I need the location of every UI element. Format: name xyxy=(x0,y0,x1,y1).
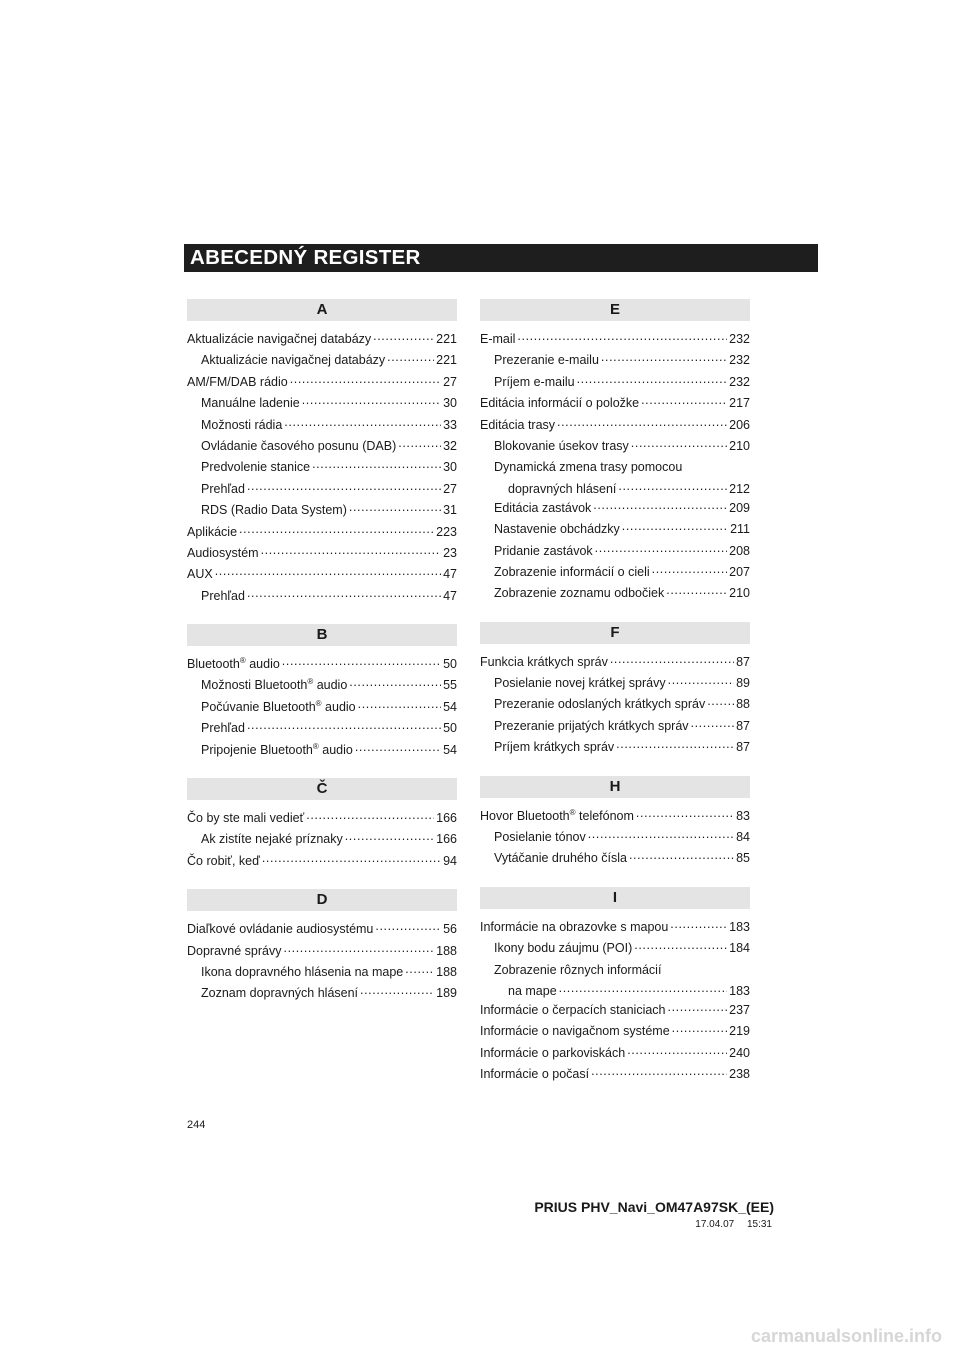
index-entry xyxy=(480,1000,750,1021)
entry-page: 217 xyxy=(729,396,750,411)
entry-page: 240 xyxy=(729,1045,750,1060)
entry-label xyxy=(201,675,347,696)
entry-text-suffix: audio xyxy=(321,699,356,714)
entry-label xyxy=(480,1064,589,1085)
entry-label xyxy=(480,1000,666,1021)
entry-label xyxy=(494,519,620,540)
entry-text-suffix: audio xyxy=(245,657,280,672)
entry-page: 89 xyxy=(736,676,750,691)
leader-dots xyxy=(672,1021,727,1035)
index-entry xyxy=(187,983,457,1004)
registered-mark: ® xyxy=(307,677,314,687)
document-date: 17.04.07 15:31 xyxy=(695,1219,772,1230)
index-entry xyxy=(480,519,750,540)
index-section xyxy=(480,776,750,870)
entry-text: Ikona dopravného hlásenia na mape xyxy=(201,964,404,979)
leader-dots xyxy=(668,1000,728,1014)
leader-dots xyxy=(641,393,727,407)
entry-label xyxy=(187,522,237,543)
entry-text: Nastavenie obchádzky xyxy=(494,522,620,537)
entry-text: Informácie o počasí xyxy=(480,1067,590,1082)
index-entry xyxy=(187,941,457,962)
leader-dots xyxy=(631,436,727,450)
entry-label xyxy=(494,827,586,848)
entry-label xyxy=(480,1043,625,1064)
index-entry xyxy=(187,962,457,983)
entry-text: Prehľad xyxy=(201,481,245,496)
index-entry xyxy=(187,740,457,761)
leader-dots xyxy=(593,498,727,512)
entry-text: Príjem e-mailu xyxy=(494,374,575,389)
leader-dots xyxy=(349,500,441,514)
leader-dots xyxy=(405,962,434,976)
entry-label xyxy=(480,652,608,673)
index-entry xyxy=(480,583,750,604)
entry-label xyxy=(480,1021,670,1042)
index-entry xyxy=(480,716,750,737)
entry-text-suffix: audio xyxy=(313,678,348,693)
entry-label xyxy=(187,941,282,962)
registered-mark: ® xyxy=(312,741,319,751)
entry-page: 30 xyxy=(443,460,457,475)
entry-page: 47 xyxy=(443,588,457,603)
entry-text: Diaľkové ovládanie audiosystému xyxy=(187,922,374,937)
section-letter: D xyxy=(187,889,457,911)
leader-dots xyxy=(247,479,441,493)
entry-page: 83 xyxy=(736,808,750,823)
index-column-left xyxy=(187,299,457,1022)
entry-text: Ikony bodu záujmu (POI) xyxy=(494,941,633,956)
entry-label xyxy=(494,562,650,583)
entry-page: 30 xyxy=(443,396,457,411)
entry-label xyxy=(480,415,555,436)
entry-text: Predvolenie stanice xyxy=(201,460,311,475)
entry-text: na mape xyxy=(508,984,557,999)
entry-text: Informácie o čerpacích staniciach xyxy=(480,1003,666,1018)
entry-label xyxy=(494,583,664,604)
entry-page: 88 xyxy=(736,697,750,712)
entry-text: Dopravné správy xyxy=(187,943,282,958)
leader-dots xyxy=(670,917,727,931)
entry-page: 212 xyxy=(729,481,750,496)
leader-dots xyxy=(360,983,434,997)
entry-text-suffix: telefónom xyxy=(575,808,634,823)
entry-text: Prezeranie e-mailu xyxy=(494,353,599,368)
entry-text: Dynamická zmena trasy pomocou xyxy=(494,460,683,475)
section-letter: B xyxy=(187,624,457,646)
index-entry xyxy=(187,479,457,500)
entry-label xyxy=(201,457,310,478)
index-entry xyxy=(480,457,750,497)
leader-dots xyxy=(634,938,727,952)
entry-page: 87 xyxy=(736,740,750,755)
entry-page: 84 xyxy=(736,830,750,845)
entry-continuation xyxy=(494,479,750,498)
leader-dots xyxy=(691,716,735,730)
entry-label xyxy=(480,329,515,350)
leader-dots xyxy=(358,697,441,711)
leader-dots xyxy=(618,479,727,493)
index-entry xyxy=(480,393,750,414)
entry-text: Príjem krátkych správ xyxy=(494,740,615,755)
entry-page: 32 xyxy=(443,438,457,453)
entry-page: 184 xyxy=(729,941,750,956)
entry-text: Prehľad xyxy=(201,721,245,736)
entry-page: 94 xyxy=(443,853,457,868)
index-entry xyxy=(480,415,750,436)
index-entry xyxy=(480,673,750,694)
entry-page: 210 xyxy=(729,438,750,453)
entry-label xyxy=(494,436,629,457)
index-entry xyxy=(187,675,457,696)
entry-page: 188 xyxy=(436,964,457,979)
entry-text: E-mail xyxy=(480,332,516,346)
entry-text: Možnosti rádia xyxy=(201,417,283,432)
section-letter: Č xyxy=(187,778,457,800)
section-letter: F xyxy=(480,622,750,644)
leader-dots xyxy=(302,393,441,407)
entry-text: Aktualizácie navigačnej databázy xyxy=(187,332,372,346)
entry-page: 219 xyxy=(729,1024,750,1039)
entry-text: Zobrazenie zoznamu odbočiek xyxy=(494,586,665,601)
index-entry xyxy=(480,694,750,715)
leader-dots xyxy=(387,350,434,364)
leader-dots xyxy=(312,457,441,471)
index-entry xyxy=(187,697,457,718)
registered-mark: ® xyxy=(315,698,322,708)
leader-dots xyxy=(557,415,727,429)
entry-label xyxy=(494,541,593,562)
index-entry xyxy=(187,564,457,585)
entry-continuation xyxy=(494,981,750,1000)
index-entry xyxy=(187,586,457,607)
registered-mark: ® xyxy=(569,807,576,817)
index-entry xyxy=(480,541,750,562)
entry-text: Čo robiť, keď xyxy=(187,853,260,868)
entry-label xyxy=(201,436,396,457)
entry-label xyxy=(187,919,373,940)
entry-page: 33 xyxy=(443,417,457,432)
index-entry xyxy=(187,543,457,564)
entry-page: 54 xyxy=(443,699,457,714)
index-entry xyxy=(480,652,750,673)
entry-text: Pridanie zastávok xyxy=(494,543,593,558)
index-section xyxy=(187,299,457,607)
leader-dots xyxy=(215,564,441,578)
registered-mark: ® xyxy=(239,656,246,666)
index-entry xyxy=(480,960,750,1000)
leader-dots xyxy=(707,694,734,708)
index-entry xyxy=(187,500,457,521)
entry-text: Informácie o parkoviskách xyxy=(480,1045,626,1060)
entry-text: Blokovanie úsekov trasy xyxy=(494,438,629,453)
index-entry xyxy=(187,829,457,850)
entry-text-suffix: audio xyxy=(318,742,353,757)
leader-dots xyxy=(247,718,441,732)
leader-dots xyxy=(668,673,734,687)
leader-dots xyxy=(636,806,734,820)
entry-page: 232 xyxy=(729,332,750,346)
leader-dots xyxy=(398,436,441,450)
entry-label xyxy=(494,694,705,715)
leader-dots xyxy=(559,981,727,995)
entry-label xyxy=(480,917,668,938)
entry-label xyxy=(201,500,347,521)
entry-label xyxy=(494,737,614,758)
leader-dots xyxy=(601,350,727,364)
entry-text: AUX xyxy=(187,567,213,582)
index-entry xyxy=(187,393,457,414)
index-entry xyxy=(480,848,750,869)
entry-page: 27 xyxy=(443,374,457,389)
leader-dots xyxy=(239,522,434,536)
entry-text: Informácie na obrazovke s mapou xyxy=(480,919,669,934)
entry-page: 232 xyxy=(729,353,750,368)
entry-label xyxy=(187,372,288,393)
leader-dots xyxy=(282,654,441,668)
entry-text: AM/FM/DAB rádio xyxy=(187,374,288,389)
index-entry xyxy=(187,436,457,457)
entry-page: 221 xyxy=(436,353,457,368)
entry-label xyxy=(480,806,634,827)
entry-text: Posielanie tónov xyxy=(494,830,586,845)
index-entry xyxy=(480,917,750,938)
index-entry xyxy=(480,498,750,519)
entry-text: Pripojenie Bluetooth xyxy=(201,742,313,757)
index-entry xyxy=(187,919,457,940)
entry-text: Čo by ste mali vedieť xyxy=(187,811,305,826)
leader-dots xyxy=(261,543,442,557)
entry-text: Editácia informácií o položke xyxy=(480,396,640,411)
entry-label xyxy=(201,962,403,983)
entry-page: 183 xyxy=(729,919,750,934)
leader-dots xyxy=(262,851,441,865)
index-entry xyxy=(480,1043,750,1064)
index-entry xyxy=(480,350,750,371)
entry-text: Ak zistíte nejaké príznaky xyxy=(201,832,343,847)
leader-dots xyxy=(517,329,727,343)
index-entry xyxy=(187,522,457,543)
index-entry xyxy=(187,415,457,436)
entry-label xyxy=(201,829,343,850)
entry-text: Prezeranie prijatých krátkych správ xyxy=(494,718,689,733)
entry-page: 166 xyxy=(436,832,457,847)
leader-dots xyxy=(595,541,727,555)
entry-label xyxy=(201,350,385,371)
document-code: PRIUS PHV_Navi_OM47A97SK_(EE) xyxy=(534,1199,774,1215)
entry-page: 207 xyxy=(729,564,750,579)
leader-dots xyxy=(652,562,728,576)
leader-dots xyxy=(373,329,434,343)
leader-dots xyxy=(588,827,734,841)
entry-text: Informácie o navigačnom systéme xyxy=(480,1024,670,1039)
entry-page: 50 xyxy=(443,721,457,736)
entry-page: 56 xyxy=(443,922,457,937)
leader-dots xyxy=(284,941,435,955)
index-section xyxy=(480,622,750,759)
entry-text: dopravných hlásení xyxy=(508,481,617,496)
entry-page: 211 xyxy=(730,522,750,537)
entry-text: Zobrazenie informácií o cieli xyxy=(494,564,650,579)
entry-label xyxy=(201,697,356,718)
entry-text: Editácia zastávok xyxy=(494,500,592,515)
entry-label xyxy=(187,329,371,350)
entry-label xyxy=(494,938,632,959)
index-section xyxy=(187,778,457,872)
leader-dots xyxy=(284,415,441,429)
entry-text: Hovor Bluetooth xyxy=(480,808,570,823)
entry-page: 166 xyxy=(436,811,457,826)
index-entry xyxy=(480,938,750,959)
leader-dots xyxy=(666,583,727,597)
index-section xyxy=(480,887,750,1086)
index-entry xyxy=(480,372,750,393)
entry-text: Zobrazenie rôznych informácií xyxy=(494,962,662,977)
leader-dots xyxy=(306,808,434,822)
entry-page: 31 xyxy=(443,503,457,518)
entry-text: Bluetooth xyxy=(187,657,240,672)
section-letter: A xyxy=(187,299,457,321)
entry-page: 210 xyxy=(729,586,750,601)
entry-label xyxy=(494,498,591,519)
entry-page: 23 xyxy=(443,545,457,560)
entry-page: 50 xyxy=(443,657,457,672)
entry-page: 27 xyxy=(443,481,457,496)
entry-text: Funkcia krátkych správ xyxy=(480,654,608,669)
entry-page: 209 xyxy=(729,500,750,515)
leader-dots xyxy=(622,519,728,533)
entry-label xyxy=(187,654,280,675)
entry-page: 221 xyxy=(436,332,457,346)
entry-label xyxy=(494,372,575,393)
index-entry xyxy=(187,718,457,739)
index-entry xyxy=(480,1064,750,1085)
entry-page: 188 xyxy=(436,943,457,958)
index-entry xyxy=(480,329,750,350)
entry-page: 55 xyxy=(443,678,457,693)
entry-page: 183 xyxy=(729,984,750,999)
entry-label xyxy=(187,808,304,829)
entry-page: 87 xyxy=(736,718,750,733)
leader-dots xyxy=(345,829,434,843)
index-section xyxy=(480,299,750,605)
entry-page: 189 xyxy=(436,986,457,1001)
entry-text: Manuálne ladenie xyxy=(201,396,300,411)
entry-text: Zoznam dopravných hlásení xyxy=(201,986,359,1001)
index-entry xyxy=(187,654,457,675)
entry-label xyxy=(201,393,300,414)
leader-dots xyxy=(375,919,441,933)
entry-page: 54 xyxy=(443,742,457,757)
entry-text: Aktualizácie navigačnej databázy xyxy=(201,353,386,368)
entry-label xyxy=(187,543,259,564)
entry-label xyxy=(201,479,245,500)
index-entry xyxy=(480,436,750,457)
index-entry xyxy=(480,806,750,827)
entry-page: 206 xyxy=(729,417,750,432)
section-header-bar xyxy=(184,244,818,272)
leader-dots xyxy=(616,737,734,751)
entry-label xyxy=(201,983,358,1004)
leader-dots xyxy=(610,652,734,666)
index-entry xyxy=(187,851,457,872)
entry-page: 85 xyxy=(736,851,750,866)
entry-text: Vytáčanie druhého čísla xyxy=(494,851,627,866)
section-letter: H xyxy=(480,776,750,798)
watermark: carmanualsonline.info xyxy=(750,1326,942,1346)
index-entry xyxy=(480,827,750,848)
entry-page: 47 xyxy=(443,567,457,582)
index-entry xyxy=(187,350,457,371)
entry-page: 223 xyxy=(436,524,457,539)
entry-label xyxy=(494,716,689,737)
leader-dots xyxy=(355,740,441,754)
index-entry xyxy=(187,457,457,478)
entry-label xyxy=(494,673,666,694)
index-entry xyxy=(480,1021,750,1042)
index-entry xyxy=(480,562,750,583)
entry-label xyxy=(187,564,213,585)
leader-dots xyxy=(290,372,441,386)
entry-label xyxy=(201,740,353,761)
index-entry xyxy=(187,372,457,393)
section-letter: E xyxy=(480,299,750,321)
entry-text: Aplikácie xyxy=(187,524,238,539)
index-entry xyxy=(480,737,750,758)
section-letter: I xyxy=(480,887,750,909)
entry-label xyxy=(494,350,599,371)
leader-dots xyxy=(349,675,441,689)
leader-dots xyxy=(577,372,728,386)
index-section xyxy=(187,889,457,1005)
entry-text: Počúvanie Bluetooth xyxy=(201,699,316,714)
entry-label xyxy=(494,848,627,869)
entry-label xyxy=(201,586,245,607)
entry-label xyxy=(201,415,282,436)
entry-label xyxy=(201,718,245,739)
index-entry xyxy=(187,808,457,829)
index-entry xyxy=(187,329,457,350)
entry-page: 232 xyxy=(729,374,750,389)
entry-text: RDS (Radio Data System) xyxy=(201,503,347,518)
entry-page: 237 xyxy=(729,1003,750,1018)
leader-dots xyxy=(627,1043,727,1057)
entry-text: Posielanie novej krátkej správy xyxy=(494,676,666,691)
leader-dots xyxy=(247,586,441,600)
entry-page: 87 xyxy=(736,654,750,669)
leader-dots xyxy=(629,848,734,862)
index-column-right xyxy=(480,299,750,1103)
index-section xyxy=(187,624,457,761)
entry-label xyxy=(187,851,260,872)
entry-page: 208 xyxy=(729,543,750,558)
entry-text: Editácia trasy xyxy=(480,417,556,432)
entry-label xyxy=(480,393,639,414)
page-number: 244 xyxy=(187,1119,206,1131)
entry-text: Prehľad xyxy=(201,588,245,603)
leader-dots xyxy=(591,1064,727,1078)
entry-page: 238 xyxy=(729,1067,750,1082)
page-title: ABECEDNÝ REGISTER xyxy=(190,246,421,269)
entry-text: Prezeranie odoslaných krátkych správ xyxy=(494,697,706,712)
entry-text: Možnosti Bluetooth xyxy=(201,678,308,693)
entry-text: Ovládanie časového posunu (DAB) xyxy=(201,438,397,453)
entry-text: Audiosystém xyxy=(187,545,259,560)
